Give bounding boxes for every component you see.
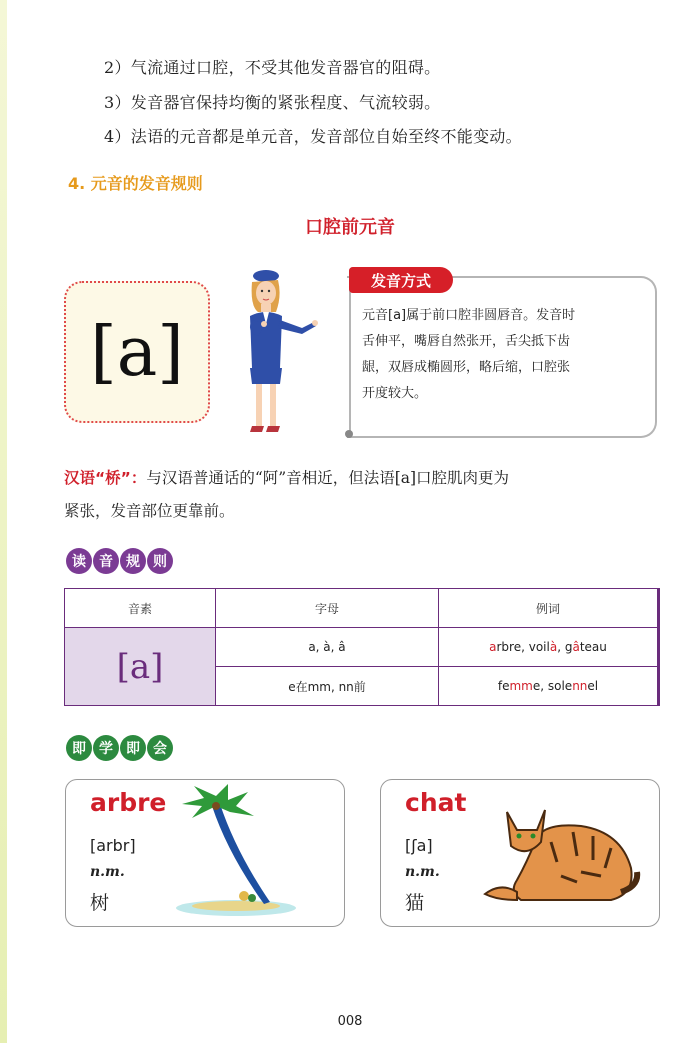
badge-char: 即: [120, 735, 146, 761]
vocab-meaning: 猫: [405, 892, 425, 914]
vocab-word: arbre: [90, 788, 167, 817]
teacher-figure-icon: [236, 266, 320, 438]
bridge-text-line-1: 与汉语普通话的“阿”音相近，但法语[a]口腔肌肉更为: [146, 469, 510, 487]
reading-rules-table: [64, 588, 660, 706]
learn-now-badge: [66, 735, 173, 761]
badge-char: 则: [147, 548, 173, 574]
badge-char: 学: [93, 735, 119, 761]
vocab-word: chat: [405, 788, 467, 817]
pronunciation-line: 开度较大。: [362, 386, 428, 401]
pronunciation-box-line: [349, 282, 351, 432]
table-row: [65, 628, 659, 667]
examples-cell: femme, solennel: [439, 667, 659, 706]
bridge-label: 汉语“桥”：: [64, 469, 147, 487]
phoneme-cell: [a]: [65, 628, 216, 706]
badge-char: 音: [93, 548, 119, 574]
section-title: 4. 元音的发音规则: [68, 174, 203, 193]
badge-char: 规: [120, 548, 146, 574]
feature-item-2: 2）气流通过口腔，不受其他发音器官的阻碍。: [104, 58, 441, 77]
badge-char: 读: [66, 548, 92, 574]
page-edge-bar: [0, 0, 7, 1043]
palm-tree-icon: [172, 784, 308, 918]
pronunciation-line: 元音[a]属于前口腔非圆唇音。发音时: [362, 308, 576, 323]
pronunciation-text: [362, 303, 652, 407]
vocab-pos: n.m.: [90, 864, 125, 880]
bridge-text-line-2: 紧张，发音部位更靠前。: [64, 502, 235, 520]
reading-rules-badge: [66, 548, 173, 574]
pronunciation-line: 龈，双唇成椭圆形，略后缩，口腔张: [362, 360, 571, 375]
section-subtitle: 口腔前元音: [305, 217, 395, 238]
table-header-row: [65, 589, 659, 628]
chinese-bridge-note: [64, 462, 664, 528]
cat-icon: [481, 802, 641, 906]
phoneme-symbol-box: [64, 281, 210, 423]
badge-char: 即: [66, 735, 92, 761]
feature-item-3: 3）发音器官保持均衡的紧张程度、气流较弱。: [104, 93, 441, 112]
header-phoneme: 音素: [65, 589, 216, 628]
vocab-card-chat: [380, 779, 660, 927]
vocab-card-arbre: [65, 779, 345, 927]
vocab-meaning: 树: [90, 892, 110, 914]
vocab-ipa: [ʃa]: [405, 836, 433, 855]
pronunciation-tab: 发音方式: [349, 267, 453, 293]
badge-char: 会: [147, 735, 173, 761]
pronunciation-box-dot: [345, 430, 353, 438]
letters-cell: e在mm, nn前: [216, 667, 439, 706]
letters-cell: a, à, â: [216, 628, 439, 667]
header-letters: 字母: [216, 589, 439, 628]
examples-cell: arbre, voilà, gâteau: [439, 628, 659, 667]
header-examples: 例词: [439, 589, 659, 628]
phoneme-symbol: [a]: [90, 312, 184, 392]
page-number: 008: [337, 1014, 363, 1029]
pronunciation-line: 舌伸平，嘴唇自然张开，舌尖抵下齿: [362, 334, 571, 349]
vocab-pos: n.m.: [405, 864, 440, 880]
vocab-ipa: [arbr]: [90, 836, 136, 855]
feature-item-4: 4）法语的元音都是单元音，发音部位自始至终不能变动。: [104, 127, 522, 146]
